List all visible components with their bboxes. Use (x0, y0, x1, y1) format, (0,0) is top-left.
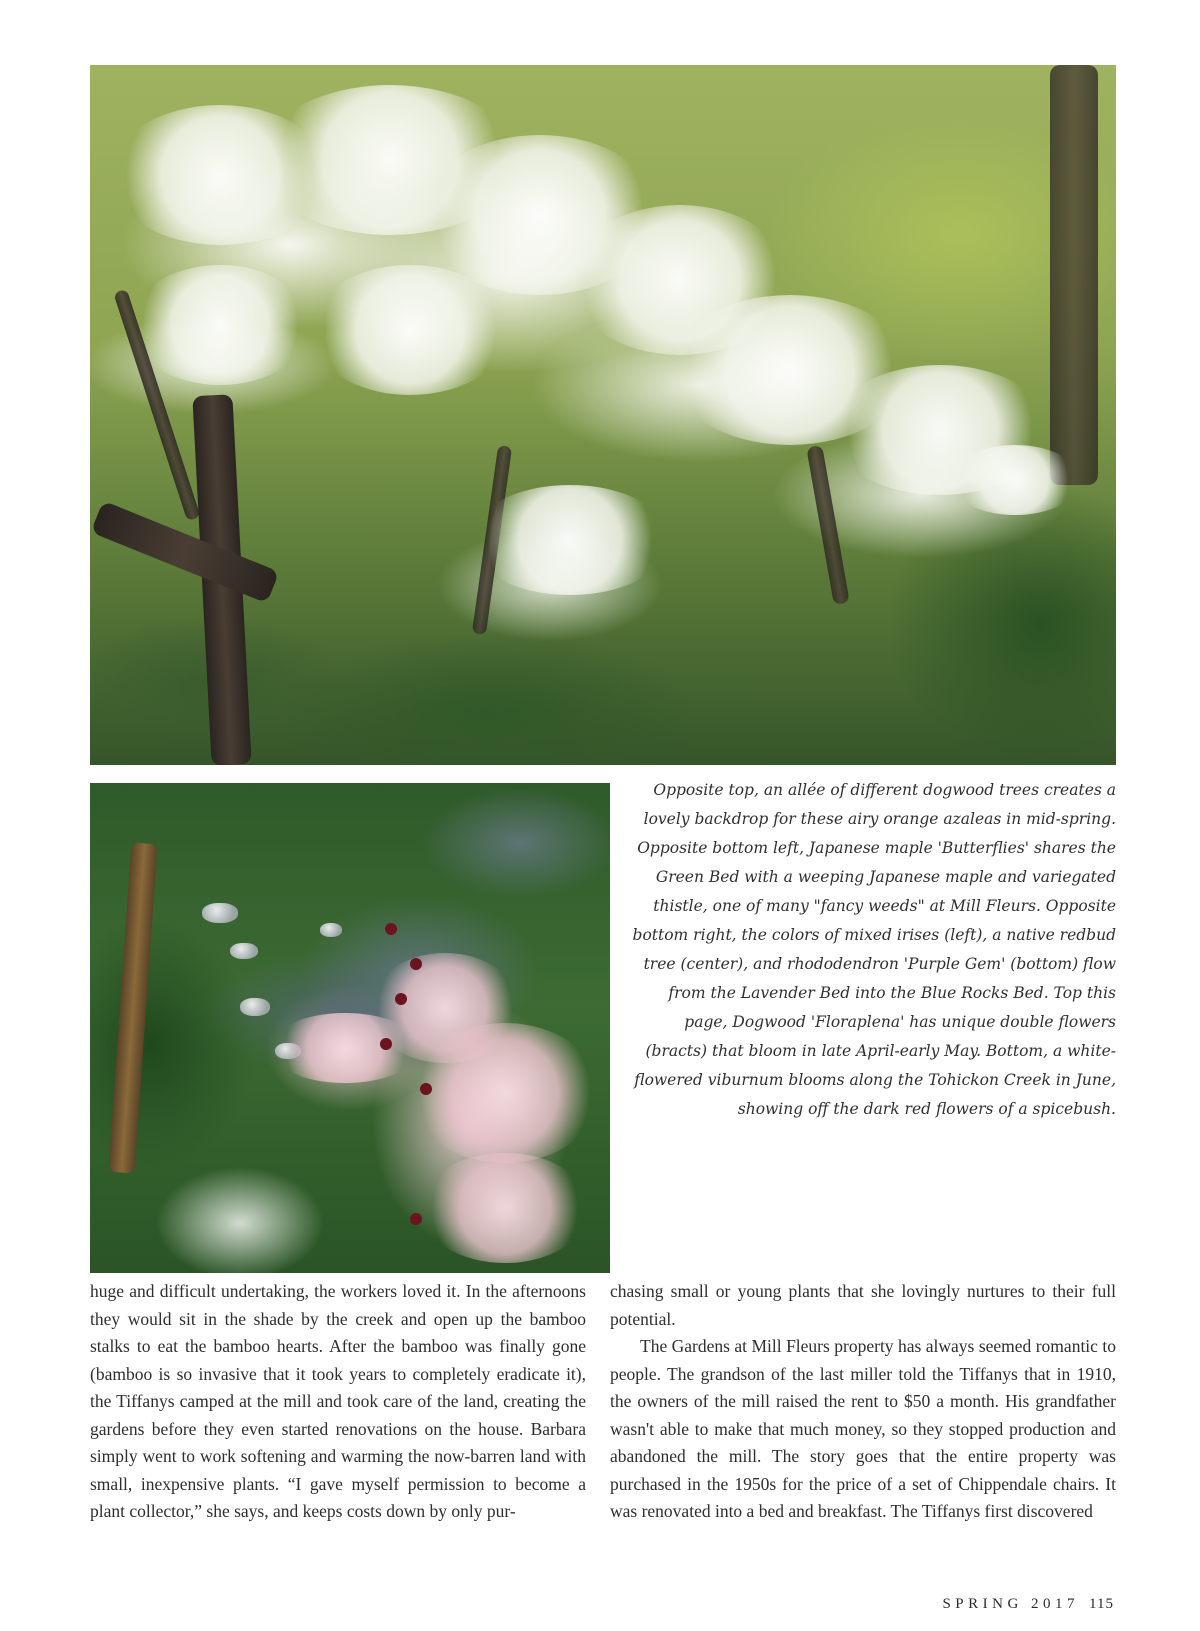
article-column-left (90, 1278, 586, 1526)
body-paragraph: chasing small or young plants that she lovingly nurtures to their full potential. (610, 1281, 1116, 1329)
issue-label: SPRING 2017 (942, 1596, 1080, 1612)
dogwood-canopy-photo (90, 65, 1116, 765)
article-column-right (610, 1278, 1116, 1526)
page-folio (942, 1596, 1114, 1613)
photo-caption: Opposite top, an allée of different dogwood trees creates a lovely backdrop for these airy orange azaleas in mid-spring. Opposite bottom left, Japanese maple 'Butterflies' shares the Green Bed with a weeping Japanese maple and variegated thistle, one of many "fancy weeds" at Mill Fleurs. Opposite bottom right, the colors of mixed irises (left), a native redbud tree (center), and rhododendron 'Purple Gem' (bottom) flow from the Lavender Bed into the Blue Rocks Bed. Top this page, Dogwood 'Floraplena' has unique double flowers (bracts) that bloom in late April-early May. Bottom, a white-flowered viburnum blooms along the Tohickon Creek in June, showing off the dark red flowers of a spicebush. (632, 781, 1116, 1118)
body-paragraph: huge and difficult undertaking, the workers loved it. In the afternoons they would sit in the shade by the creek and open up the bamboo stalks to eat the bamboo hearts. After the bamboo was finally gone (bamboo is so invasive that it took years to completely eradicate it), the Tiffanys camped at the mill and took care of the land, creating the gardens before they even started renovations on the house. Barbara simply went to work softening and warming the now-barren land with small, inexpensive plants. “I gave myself permission to become a plant collector,” she says, and keeps costs down by only pur- (90, 1281, 586, 1521)
body-paragraph: The Gardens at Mill Fleurs property has always seemed romantic to people. The grandson of the last miller told the Tiffanys that in 1910, the owners of the mill raised the rent to $50 a month. His grandfather wasn't able to make that much money, so they stopped production and abandoned the mill. The story goes that the entire property was purchased in the 1950s for the price of a set of Chippendale chairs. It was renovated into a bed and breakfast. The Tiffanys first discovered (610, 1336, 1116, 1521)
page-number: 115 (1089, 1596, 1114, 1612)
viburnum-creek-photo (90, 783, 610, 1273)
